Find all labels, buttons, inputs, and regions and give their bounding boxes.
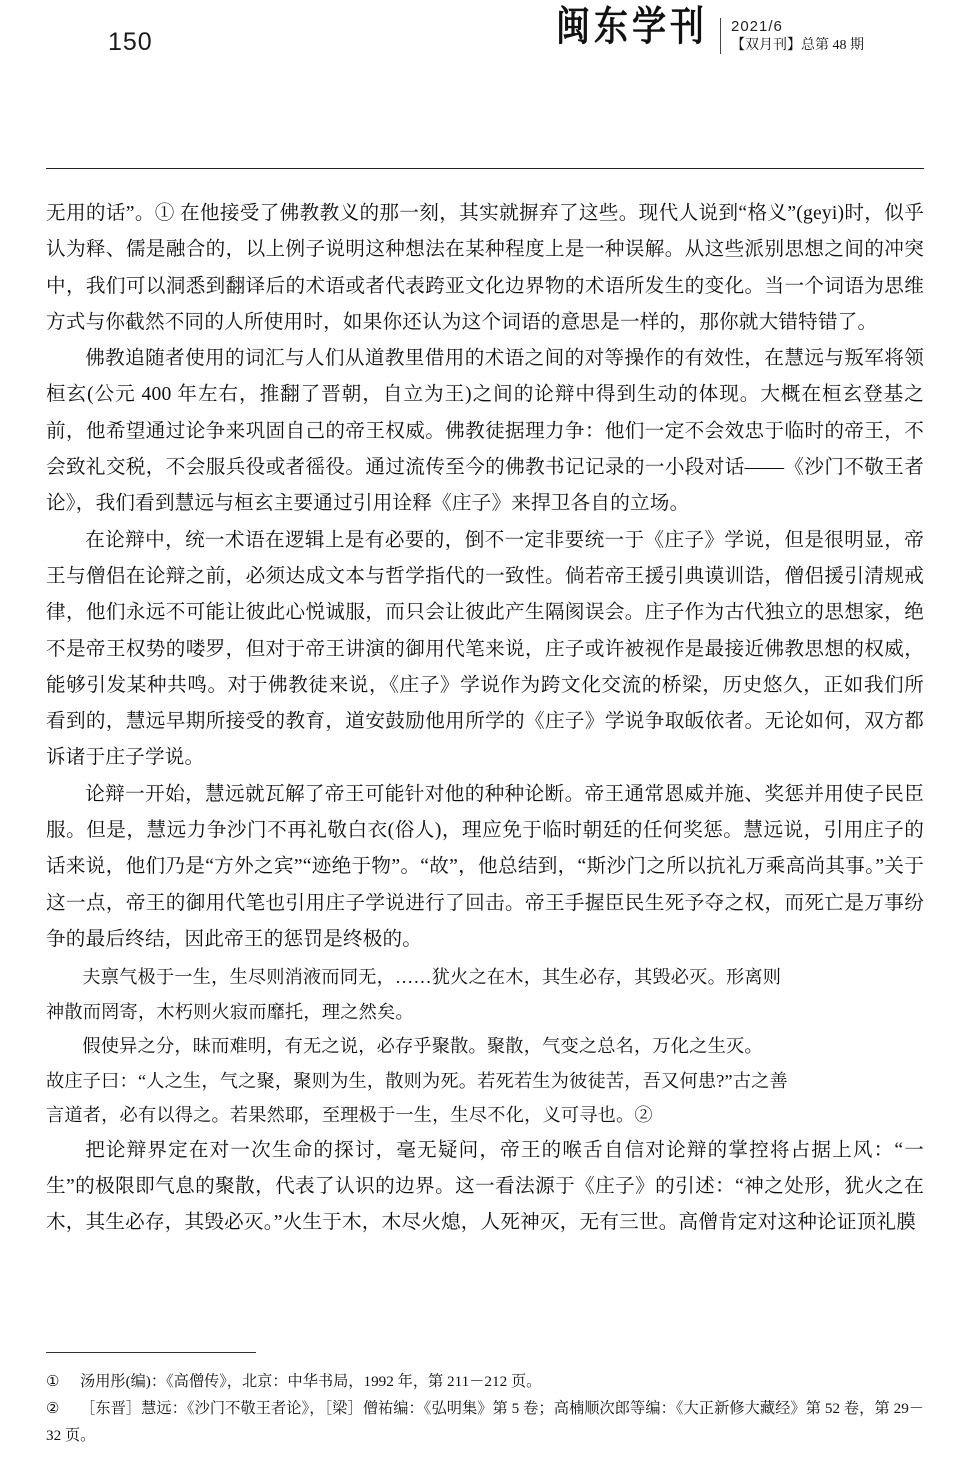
page-content [46,196,924,1242]
block-quote [46,960,924,1133]
page-header [62,0,896,130]
footnote-text: ［东晋］慧远：《沙门不敬王者论》，［梁］僧祐编：《弘明集》第 5 卷；高楠顺次郎等编：《大正新修大藏经》第 52 卷，第 29－32 页。 [46,1400,924,1444]
journal-issue-info [720,18,864,54]
quote-line: 夫禀气极于一生，生尽则消液而同无，……犹火之在木，其生必存，其毁必灭。形离则 [82,967,782,988]
paragraph: 无用的话”。① 在他接受了佛教教义的那一刻，其实就摒弃了这些。现代人说到“格义”(geyi)时，似乎认为释、儒是融合的，以上例子说明这种想法在某种程度上是一种误解。从这些派别思想之间的冲突中，我们可以洞悉到翻译后的术语或者代表跨亚文化边界物的术语所发生的变化。当一个词语为思维方式与你截然不同的人所使用时，如果你还认为这个词语的意思是一样的，那你就大错特错了。 [46,203,924,333]
footnote-marker: ② [46,1400,60,1417]
quote-line: 故庄子曰：“人之生，气之聚，聚则为生，散则为死。若死若生为彼徒苦，吾又何患?”古之善 [46,1070,788,1091]
journal-issue-year: 2021/6 [731,17,783,35]
paragraph: 把论辩界定在对一次生命的探讨，毫无疑问，帝王的喉舌自信对论辩的掌控将占据上风：“一生”的极限即气息的聚散，代表了认识的边界。这一看法源于《庄子》的引述：“神之处形，犹火之在木，其生必存，其毁必灭。”火生于木，木尽火熄，人死神灭，无有三世。高僧肯定对这种论证顶礼膜 [46,1139,924,1234]
journal-masthead [556,3,864,54]
paragraph: 在论辩中，统一术语在逻辑上是有必要的，倒不一定非要统一于《庄子》学说，但是很明显，帝王与僧侣在论辩之前，必须达成文本与哲学指代的一致性。倘若帝王援引典谟训诰，僧侣援引清规戒律，他们永远不可能让彼此心悦诚服，而只会让彼此产生隔阂误会。庄子作为古代独立的思想家，绝不是帝王权势的喽罗，但对于帝王讲演的御用代笔来说，庄子或许被视作是最接近佛教思想的权威，能够引发某种共鸣。对于佛教徒来说，《庄子》学说作为跨文化交流的桥梁，历史悠久，正如我们所看到的，慧远早期所接受的教育，道安鼓励他用所学的《庄子》学说争取皈依者。无论如何，双方都诉诸于庄子学说。 [46,529,924,769]
page-number: 150 [108,28,153,56]
footnote-item [46,1368,924,1395]
quote-line: 言道者，必有以得之。若果然耶，至理极于一生，生尽不化，义可寻也。② [46,1105,653,1126]
footnote-list [46,1368,924,1449]
paragraph: 佛教追随者使用的词汇与人们从道教里借用的术语之间的对等操作的有效性，在慧远与叛军将领桓玄(公元 400 年左右，推翻了晋朝，自立为王)之间的论辩中得到生动的体现。大概在桓玄登基之前，他希望通过论争来巩固自己的帝王权威。佛教徒据理力争：他们一定不会效忠于临时的帝王，不会致礼交税，不会服兵役或者徭役。通过流传至今的佛教书记记录的一小段对话——《沙门不敬王者论》，我们看到慧远与桓玄主要通过引用诠释《庄子》来捍卫各自的立场。 [46,348,924,515]
header-divider [46,168,924,169]
paragraph: 论辩一开始，慧远就瓦解了帝王可能针对他的种种论断。帝王通常恩威并施、奖惩并用使子民臣服。但是，慧远力争沙门不再礼敬白衣(俗人)，理应免于临时朝廷的任何奖惩。慧远说，引用庄子的话来说，他们乃是“方外之宾”“迹绝于物”。“故”，他总结到，“斯沙门之所以抗礼万乘高尚其事。”关于这一点，帝王的御用代笔也引用庄子学说进行了回击。帝王手握臣民生死予夺之权，而死亡是万事纷争的最后终结，因此帝王的惩罚是终极的。 [46,783,924,950]
journal-issue-detail: 【双月刊】总第 48 期 [731,37,864,53]
quote-line: 神散而罔寄，木朽则火寂而靡托，理之然矣。 [46,1001,414,1022]
journal-title: 闽东学刊 [556,3,708,51]
footnote-text: 汤用彤(编)：《高僧传》，北京：中华书局，1992 年，第 211－212 页。 [80,1373,542,1390]
footnote-marker: ① [46,1373,60,1390]
footnote-item [46,1395,924,1449]
footnote-divider [46,1352,256,1353]
quote-line: 假使异之分，昧而难明，有无之说，必存乎聚散。聚散，气变之总名，万化之生灭。 [82,1036,763,1057]
